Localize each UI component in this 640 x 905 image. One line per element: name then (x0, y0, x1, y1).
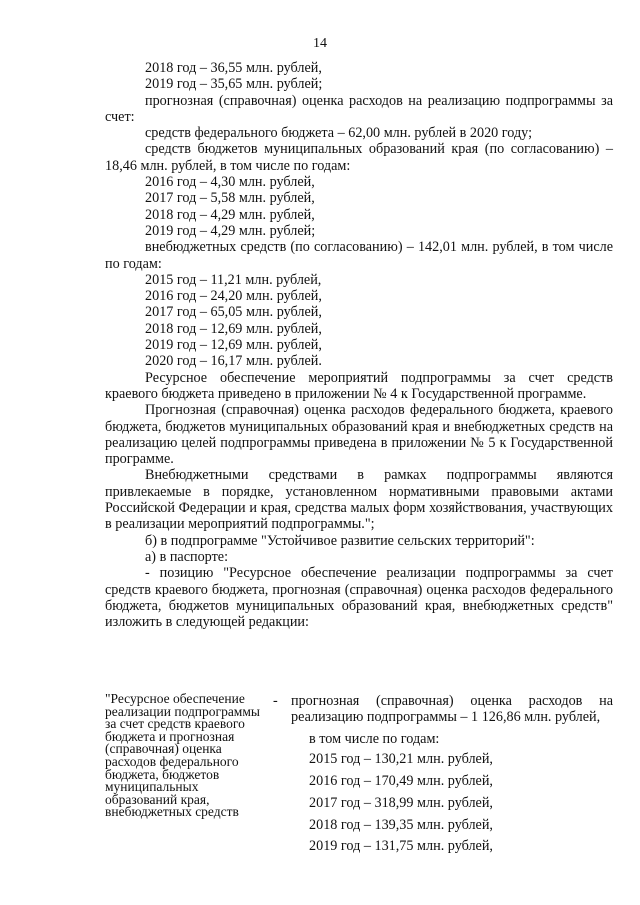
year-line-2018-municipal: 2018 год – 4,29 млн. рублей, (145, 206, 315, 223)
year-line-2018-regional: 2018 год – 36,55 млн. рублей, (145, 60, 322, 76)
passport-line: а) в паспорте: (145, 548, 229, 565)
table-by-years-label: в том числе по годам: (309, 731, 440, 747)
extrabudgetary-sources-paragraph: Внебюджетными средствами в рамках подпрограммы являются привлекаемые в порядке, установленном нормативными правовыми актами Российской Федерации и края, средства малых форм хозяйствования, участвующих в реализации мероприятий подпрограммы."; (105, 467, 613, 533)
position-amendment-paragraph: - позицию "Ресурсное обеспечение реализации подпрограммы за счет средств краевого бюджета, прогнозная (справочная) оценка расходов федерального бюджета, бюджетов муниципальных образований края, внебюджетных средств" изложить в следующей редакции: (105, 565, 613, 631)
year-line-2020-extrabudgetary: 2020 год – 16,17 млн. рублей. (145, 353, 322, 370)
table-year-line: 2015 год – 130,21 млн. рублей, (309, 751, 493, 768)
subprogram-heading-line: б) в подпрограмме "Устойчивое развитие сельских территорий": (145, 532, 535, 549)
table-year-line: 2018 год – 139,35 млн. рублей, (309, 816, 493, 833)
table-year-line: 2016 год – 170,49 млн. рублей, (309, 772, 493, 789)
year-line-2019-regional: 2019 год – 35,65 млн. рублей; (145, 76, 323, 93)
forecast-estimate-paragraph: Прогнозная (справочная) оценка расходов федерального бюджета, краевого бюджета, бюджетов муниципальных образований края и внебюджетных средств на реализацию целей подпрограммы приведена в приложении № 5 к Государственной программе. (105, 402, 613, 468)
year-line-2019-municipal: 2019 год – 4,29 млн. рублей; (145, 222, 316, 239)
year-line-2019-extrabudgetary: 2019 год – 12,69 млн. рублей, (145, 337, 322, 354)
year-line-2017-municipal: 2017 год – 5,58 млн. рублей, (145, 190, 315, 207)
page-number: 14 (313, 36, 327, 51)
year-line-2018-extrabudgetary: 2018 год – 12,69 млн. рублей, (145, 320, 322, 337)
year-line-2017-extrabudgetary: 2017 год – 65,05 млн. рублей, (145, 304, 322, 321)
document-body (105, 60, 613, 630)
resource-provision-paragraph: Ресурсное обеспечение мероприятий подпрограммы за счет средств краевого бюджета приведено в приложении № 4 к Государственной программе. (105, 369, 613, 402)
table-dash: - (273, 693, 278, 709)
year-line-2016-municipal: 2016 год – 4,30 млн. рублей, (145, 174, 315, 191)
table-year-line: 2019 год – 131,75 млн. рублей, (309, 838, 493, 855)
year-line-2016-extrabudgetary: 2016 год – 24,20 млн. рублей, (145, 288, 322, 305)
federal-budget-line: средств федерального бюджета – 62,00 млн. рублей в 2020 году; (145, 125, 533, 142)
table-forecast-total: прогнозная (справочная) оценка расходов на реализацию подпрограммы – 1 126,86 млн. рублей, (291, 693, 613, 725)
forecast-intro-paragraph: прогнозная (справочная) оценка расходов на реализацию подпрограммы за счет: (105, 92, 613, 125)
table-right-cell (291, 693, 613, 856)
municipal-budget-paragraph: средств бюджетов муниципальных образований края (по согласованию) – 18,46 млн. рублей, в том числе по годам: (105, 141, 613, 174)
table-year-line: 2017 год – 318,99 млн. рублей, (309, 794, 493, 811)
year-line-2015-extrabudgetary: 2015 год – 11,21 млн. рублей, (145, 271, 322, 288)
table-left-cell: "Ресурсное обеспечение реализации подпрограммы за счет средств краевого бюджета и прогнозная (справочная) оценка расходов федерального бюджета, бюджетов муниципальных образований края, внебюджетных средств (105, 691, 260, 820)
extrabudgetary-paragraph: внебюджетных средств (по согласованию) – 142,01 млн. рублей, в том числе по годам: (105, 239, 613, 272)
